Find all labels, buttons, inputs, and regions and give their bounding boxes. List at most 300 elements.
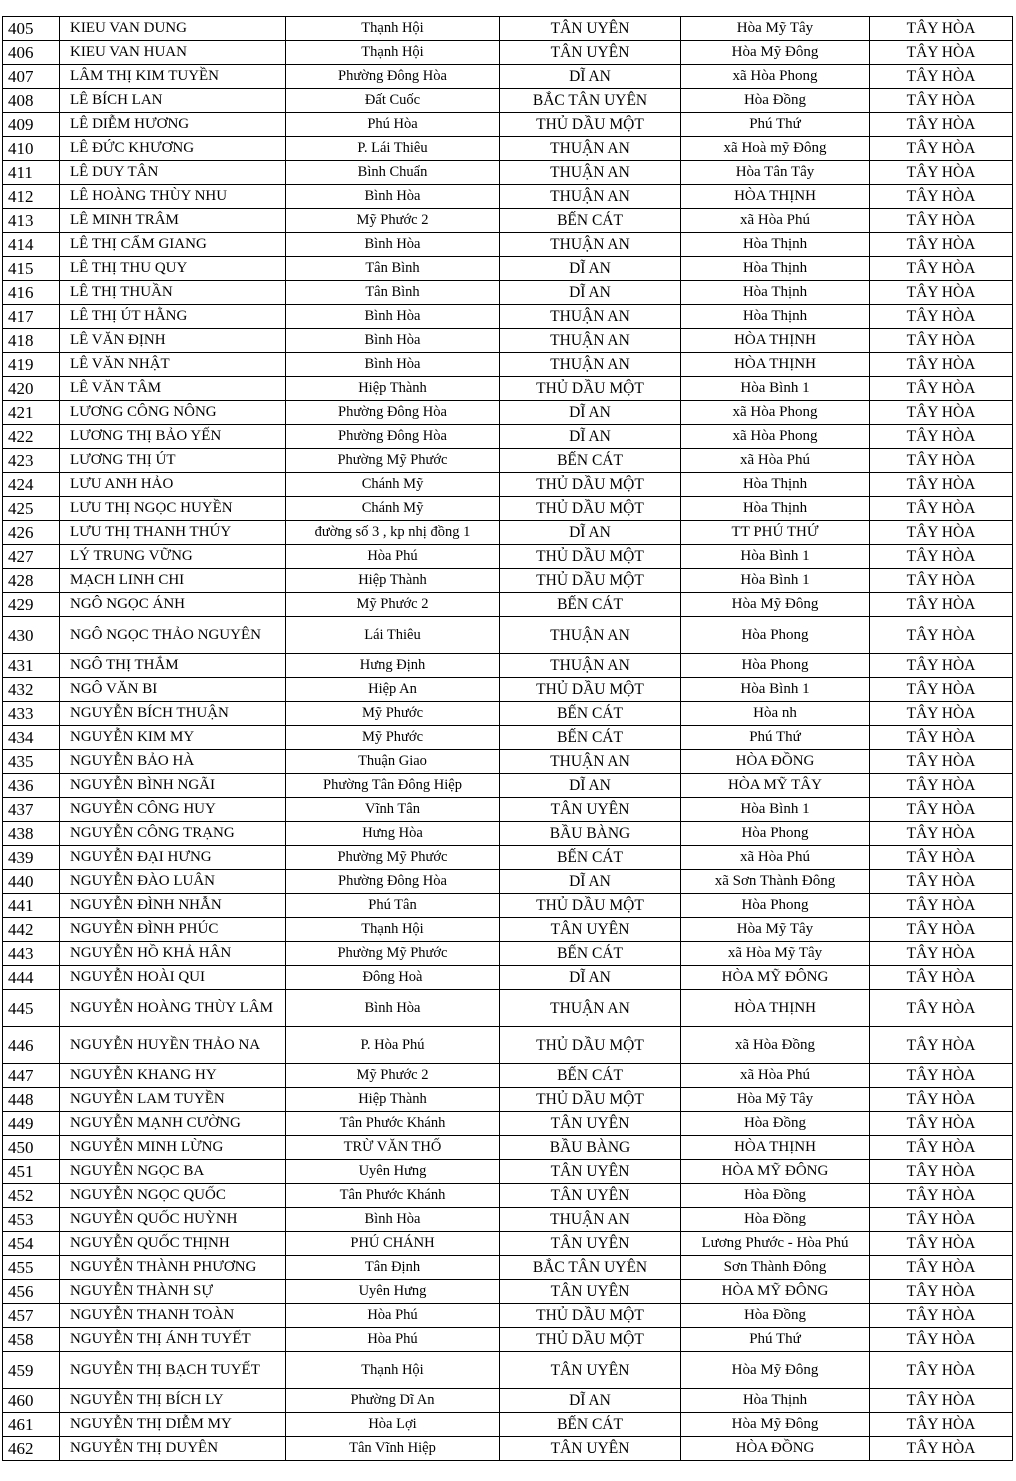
full-name-cell: NGUYỄN MINH LỪNG xyxy=(60,1136,286,1160)
table-row xyxy=(3,161,1013,185)
unit-cell: TÂY HÒA xyxy=(870,942,1013,966)
row-number-cell: 415 xyxy=(3,257,60,281)
row-number-cell: 420 xyxy=(3,377,60,401)
address-cell: Bình Chuẩn xyxy=(286,161,500,185)
address-cell: Hiệp Thành xyxy=(286,1088,500,1112)
commune-cell: xã Hòa Phong xyxy=(681,401,870,425)
table-row xyxy=(3,1280,1013,1304)
row-number-cell: 460 xyxy=(3,1389,60,1413)
address-cell: Hòa Phú xyxy=(286,1304,500,1328)
address-cell: Bình Hòa xyxy=(286,353,500,377)
address-cell: Tân Bình xyxy=(286,281,500,305)
full-name-cell: NGUYỄN CÔNG TRẠNG xyxy=(60,822,286,846)
unit-cell: TÂY HÒA xyxy=(870,1304,1013,1328)
table-row xyxy=(3,822,1013,846)
row-number-cell: 459 xyxy=(3,1352,60,1389)
row-number-cell: 407 xyxy=(3,65,60,89)
address-cell: đường số 3 , kp nhị đồng 1 xyxy=(286,521,500,545)
district-cell: THUẬN AN xyxy=(500,185,681,209)
table-row xyxy=(3,1208,1013,1232)
address-cell: Hòa Lợi xyxy=(286,1413,500,1437)
district-cell: BẾN CÁT xyxy=(500,726,681,750)
table-row xyxy=(3,1184,1013,1208)
full-name-cell: LÝ TRUNG VỮNG xyxy=(60,545,286,569)
commune-cell: Phú Thứ xyxy=(681,113,870,137)
full-name-cell: LÊ THỊ ÚT HẰNG xyxy=(60,305,286,329)
full-name-cell: LÊ HOÀNG THÙY NHU xyxy=(60,185,286,209)
address-cell: Hiệp Thành xyxy=(286,377,500,401)
commune-cell: Hòa Mỹ Đông xyxy=(681,41,870,65)
full-name-cell: NGUYỄN NGỌC BA xyxy=(60,1160,286,1184)
table-row xyxy=(3,545,1013,569)
district-cell: THUẬN AN xyxy=(500,617,681,654)
table-row xyxy=(3,65,1013,89)
district-cell: THUẬN AN xyxy=(500,329,681,353)
row-number-cell: 426 xyxy=(3,521,60,545)
table-row xyxy=(3,593,1013,617)
district-cell: DĨ AN xyxy=(500,257,681,281)
district-cell: THỦ DẦU MỘT xyxy=(500,113,681,137)
address-cell: Phường Đông Hòa xyxy=(286,401,500,425)
commune-cell: Hòa Mỹ Đông xyxy=(681,593,870,617)
address-cell: Phường Mỹ Phước xyxy=(286,846,500,870)
full-name-cell: LÊ THỊ THUẦN xyxy=(60,281,286,305)
full-name-cell: LƯU THỊ THANH THÚY xyxy=(60,521,286,545)
row-number-cell: 448 xyxy=(3,1088,60,1112)
unit-cell: TÂY HÒA xyxy=(870,329,1013,353)
row-number-cell: 410 xyxy=(3,137,60,161)
row-number-cell: 425 xyxy=(3,497,60,521)
row-number-cell: 433 xyxy=(3,702,60,726)
row-number-cell: 452 xyxy=(3,1184,60,1208)
table-row xyxy=(3,726,1013,750)
commune-cell: Hòa Thịnh xyxy=(681,233,870,257)
address-cell: Hưng Định xyxy=(286,654,500,678)
commune-cell: xã Hòa Phong xyxy=(681,425,870,449)
unit-cell: TÂY HÒA xyxy=(870,654,1013,678)
commune-cell: xã Hòa Phú xyxy=(681,209,870,233)
full-name-cell: NGUYỄN ĐẠI HƯNG xyxy=(60,846,286,870)
commune-cell: Lương Phước - Hòa Phú xyxy=(681,1232,870,1256)
address-cell: Mỹ Phước 2 xyxy=(286,593,500,617)
commune-cell: xã Hòa Phú xyxy=(681,1064,870,1088)
commune-cell: HÒA THỊNH xyxy=(681,185,870,209)
unit-cell: TÂY HÒA xyxy=(870,425,1013,449)
row-number-cell: 438 xyxy=(3,822,60,846)
full-name-cell: NGÔ VĂN BI xyxy=(60,678,286,702)
row-number-cell: 435 xyxy=(3,750,60,774)
commune-cell: xã Hòa Phú xyxy=(681,846,870,870)
row-number-cell: 405 xyxy=(3,17,60,41)
row-number-cell: 437 xyxy=(3,798,60,822)
address-cell: Tân Định xyxy=(286,1256,500,1280)
unit-cell: TÂY HÒA xyxy=(870,401,1013,425)
row-number-cell: 423 xyxy=(3,449,60,473)
table-row xyxy=(3,521,1013,545)
full-name-cell: LÊ DIỄM HƯƠNG xyxy=(60,113,286,137)
unit-cell: TÂY HÒA xyxy=(870,1352,1013,1389)
full-name-cell: NGUYỄN HUYỀN THẢO NA xyxy=(60,1027,286,1064)
district-cell: THUẬN AN xyxy=(500,750,681,774)
row-number-cell: 454 xyxy=(3,1232,60,1256)
row-number-cell: 461 xyxy=(3,1413,60,1437)
unit-cell: TÂY HÒA xyxy=(870,185,1013,209)
unit-cell: TÂY HÒA xyxy=(870,1280,1013,1304)
district-cell: BẾN CÁT xyxy=(500,942,681,966)
table-row xyxy=(3,425,1013,449)
district-cell: THỦ DẦU MỘT xyxy=(500,1304,681,1328)
table-row xyxy=(3,1136,1013,1160)
address-cell: Thuận Giao xyxy=(286,750,500,774)
full-name-cell: KIEU VAN HUAN xyxy=(60,41,286,65)
district-cell: THUẬN AN xyxy=(500,353,681,377)
unit-cell: TÂY HÒA xyxy=(870,281,1013,305)
address-cell: Thạnh Hội xyxy=(286,918,500,942)
district-cell: BẾN CÁT xyxy=(500,702,681,726)
address-cell: Phường Đông Hòa xyxy=(286,65,500,89)
commune-cell: Hòa Thịnh xyxy=(681,1389,870,1413)
unit-cell: TÂY HÒA xyxy=(870,497,1013,521)
table-row xyxy=(3,1088,1013,1112)
district-cell: THUẬN AN xyxy=(500,1208,681,1232)
commune-cell: Hòa Tân Tây xyxy=(681,161,870,185)
district-cell: THUẬN AN xyxy=(500,161,681,185)
full-name-cell: NGUYỄN ĐÌNH NHẪN xyxy=(60,894,286,918)
commune-cell: HÒA MỸ ĐÔNG xyxy=(681,1160,870,1184)
table-row xyxy=(3,990,1013,1027)
row-number-cell: 422 xyxy=(3,425,60,449)
unit-cell: TÂY HÒA xyxy=(870,1328,1013,1352)
table-row xyxy=(3,846,1013,870)
district-cell: THỦ DẦU MỘT xyxy=(500,1088,681,1112)
table-row xyxy=(3,1232,1013,1256)
row-number-cell: 455 xyxy=(3,1256,60,1280)
address-cell: Tân Phước Khánh xyxy=(286,1184,500,1208)
address-cell: Đông Hoà xyxy=(286,966,500,990)
unit-cell: TÂY HÒA xyxy=(870,822,1013,846)
address-cell: Phường Đông Hòa xyxy=(286,870,500,894)
district-cell: BẮC TÂN UYÊN xyxy=(500,1256,681,1280)
row-number-cell: 424 xyxy=(3,473,60,497)
commune-cell: Hòa Bình 1 xyxy=(681,545,870,569)
full-name-cell: MẠCH LINH CHI xyxy=(60,569,286,593)
commune-cell: xã Sơn Thành Đông xyxy=(681,870,870,894)
address-cell: Phú Hòa xyxy=(286,113,500,137)
row-number-cell: 418 xyxy=(3,329,60,353)
commune-cell: xã Hòa Mỹ Tây xyxy=(681,942,870,966)
unit-cell: TÂY HÒA xyxy=(870,1232,1013,1256)
table-row xyxy=(3,41,1013,65)
district-cell: DĨ AN xyxy=(500,281,681,305)
full-name-cell: LƯU THỊ NGỌC HUYỀN xyxy=(60,497,286,521)
district-cell: THỦ DẦU MỘT xyxy=(500,894,681,918)
table-row xyxy=(3,1112,1013,1136)
district-cell: BẮC TÂN UYÊN xyxy=(500,89,681,113)
commune-cell: Hòa Phong xyxy=(681,822,870,846)
full-name-cell: NGUYỄN MẠNH CƯỜNG xyxy=(60,1112,286,1136)
district-cell: TÂN UYÊN xyxy=(500,1437,681,1461)
address-cell: Uyên Hưng xyxy=(286,1160,500,1184)
table-row xyxy=(3,305,1013,329)
full-name-cell: NGUYỄN THÀNH SỰ xyxy=(60,1280,286,1304)
row-number-cell: 444 xyxy=(3,966,60,990)
district-cell: BẾN CÁT xyxy=(500,1064,681,1088)
full-name-cell: NGUYỄN THÀNH PHƯƠNG xyxy=(60,1256,286,1280)
district-cell: BẾN CÁT xyxy=(500,846,681,870)
unit-cell: TÂY HÒA xyxy=(870,377,1013,401)
district-cell: THỦ DẦU MỘT xyxy=(500,497,681,521)
full-name-cell: NGUYỄN BÍCH THUẬN xyxy=(60,702,286,726)
district-cell: THUẬN AN xyxy=(500,990,681,1027)
commune-cell: Hòa Bình 1 xyxy=(681,569,870,593)
row-number-cell: 427 xyxy=(3,545,60,569)
full-name-cell: LÊ VĂN TÂM xyxy=(60,377,286,401)
table-row xyxy=(3,1027,1013,1064)
full-name-cell: LÊ THỊ CẨM GIANG xyxy=(60,233,286,257)
address-cell: Đất Cuốc xyxy=(286,89,500,113)
row-number-cell: 450 xyxy=(3,1136,60,1160)
commune-cell: Hòa Mỹ Tây xyxy=(681,918,870,942)
table-row xyxy=(3,1160,1013,1184)
full-name-cell: NGUYỄN BẢO HÀ xyxy=(60,750,286,774)
table-row xyxy=(3,702,1013,726)
commune-cell: Hòa Mỹ Đông xyxy=(681,1413,870,1437)
unit-cell: TÂY HÒA xyxy=(870,545,1013,569)
full-name-cell: NGÔ NGỌC ÁNH xyxy=(60,593,286,617)
district-cell: DĨ AN xyxy=(500,401,681,425)
table-row xyxy=(3,918,1013,942)
unit-cell: TÂY HÒA xyxy=(870,617,1013,654)
row-number-cell: 416 xyxy=(3,281,60,305)
table-row xyxy=(3,750,1013,774)
row-number-cell: 417 xyxy=(3,305,60,329)
unit-cell: TÂY HÒA xyxy=(870,569,1013,593)
unit-cell: TÂY HÒA xyxy=(870,1208,1013,1232)
commune-cell: HÒA THỊNH xyxy=(681,353,870,377)
address-cell: Bình Hòa xyxy=(286,1208,500,1232)
full-name-cell: LƯƠNG THỊ ÚT xyxy=(60,449,286,473)
commune-cell: xã Hoà mỹ Đông xyxy=(681,137,870,161)
district-cell: THỦ DẦU MỘT xyxy=(500,545,681,569)
district-cell: TÂN UYÊN xyxy=(500,1112,681,1136)
commune-cell: Hòa Đồng xyxy=(681,89,870,113)
unit-cell: TÂY HÒA xyxy=(870,233,1013,257)
unit-cell: TÂY HÒA xyxy=(870,966,1013,990)
row-number-cell: 458 xyxy=(3,1328,60,1352)
row-number-cell: 428 xyxy=(3,569,60,593)
commune-cell: Sơn Thành Đông xyxy=(681,1256,870,1280)
unit-cell: TÂY HÒA xyxy=(870,449,1013,473)
full-name-cell: NGUYỄN QUỐC HUỲNH xyxy=(60,1208,286,1232)
unit-cell: TÂY HÒA xyxy=(870,1437,1013,1461)
commune-cell: HÒA THỊNH xyxy=(681,329,870,353)
records-table-body xyxy=(3,17,1013,1461)
full-name-cell: NGUYỄN THANH TOÀN xyxy=(60,1304,286,1328)
commune-cell: xã Hòa Phong xyxy=(681,65,870,89)
commune-cell: xã Hòa Phú xyxy=(681,449,870,473)
district-cell: DĨ AN xyxy=(500,521,681,545)
unit-cell: TÂY HÒA xyxy=(870,1160,1013,1184)
full-name-cell: LƯU ANH HẢO xyxy=(60,473,286,497)
table-row xyxy=(3,497,1013,521)
full-name-cell: NGUYỄN HOÀNG THÙY LÂM xyxy=(60,990,286,1027)
full-name-cell: NGÔ THỊ THẮM xyxy=(60,654,286,678)
district-cell: TÂN UYÊN xyxy=(500,17,681,41)
row-number-cell: 412 xyxy=(3,185,60,209)
unit-cell: TÂY HÒA xyxy=(870,990,1013,1027)
unit-cell: TÂY HÒA xyxy=(870,137,1013,161)
unit-cell: TÂY HÒA xyxy=(870,89,1013,113)
full-name-cell: LÊ MINH TRÂM xyxy=(60,209,286,233)
unit-cell: TÂY HÒA xyxy=(870,473,1013,497)
address-cell: Bình Hòa xyxy=(286,990,500,1027)
full-name-cell: NGUYỄN ĐÀO LUÂN xyxy=(60,870,286,894)
row-number-cell: 434 xyxy=(3,726,60,750)
full-name-cell: LÂM THỊ KIM TUYỀN xyxy=(60,65,286,89)
district-cell: THỦ DẦU MỘT xyxy=(500,569,681,593)
table-row xyxy=(3,1328,1013,1352)
address-cell: Lái Thiêu xyxy=(286,617,500,654)
address-cell: Thạnh Hội xyxy=(286,17,500,41)
commune-cell: Phú Thứ xyxy=(681,726,870,750)
commune-cell: Hòa Đồng xyxy=(681,1208,870,1232)
address-cell: Phường Dĩ An xyxy=(286,1389,500,1413)
unit-cell: TÂY HÒA xyxy=(870,65,1013,89)
address-cell: PHÚ CHÁNH xyxy=(286,1232,500,1256)
address-cell: Bình Hòa xyxy=(286,233,500,257)
district-cell: THỦ DẦU MỘT xyxy=(500,1328,681,1352)
table-row xyxy=(3,449,1013,473)
table-row xyxy=(3,209,1013,233)
address-cell: Hưng Hòa xyxy=(286,822,500,846)
commune-cell: Hòa Mỹ Đông xyxy=(681,1352,870,1389)
table-row xyxy=(3,1413,1013,1437)
district-cell: THỦ DẦU MỘT xyxy=(500,1027,681,1064)
address-cell: Tân Bình xyxy=(286,257,500,281)
table-row xyxy=(3,329,1013,353)
row-number-cell: 453 xyxy=(3,1208,60,1232)
unit-cell: TÂY HÒA xyxy=(870,41,1013,65)
unit-cell: TÂY HÒA xyxy=(870,113,1013,137)
unit-cell: TÂY HÒA xyxy=(870,798,1013,822)
unit-cell: TÂY HÒA xyxy=(870,1184,1013,1208)
commune-cell: Hòa Mỹ Tây xyxy=(681,17,870,41)
unit-cell: TÂY HÒA xyxy=(870,593,1013,617)
district-cell: DĨ AN xyxy=(500,870,681,894)
row-number-cell: 421 xyxy=(3,401,60,425)
unit-cell: TÂY HÒA xyxy=(870,726,1013,750)
address-cell: Uyên Hưng xyxy=(286,1280,500,1304)
full-name-cell: NGUYỄN THỊ DUYÊN xyxy=(60,1437,286,1461)
address-cell: Tân Phước Khánh xyxy=(286,1112,500,1136)
commune-cell: HÒA MỸ ĐÔNG xyxy=(681,1280,870,1304)
row-number-cell: 409 xyxy=(3,113,60,137)
row-number-cell: 440 xyxy=(3,870,60,894)
full-name-cell: NGUYỄN THỊ ÁNH TUYẾT xyxy=(60,1328,286,1352)
row-number-cell: 457 xyxy=(3,1304,60,1328)
address-cell: Vĩnh Tân xyxy=(286,798,500,822)
commune-cell: Hòa Thịnh xyxy=(681,473,870,497)
commune-cell: Hòa nh xyxy=(681,702,870,726)
table-row xyxy=(3,1064,1013,1088)
full-name-cell: NGÔ NGỌC THẢO NGUYÊN xyxy=(60,617,286,654)
unit-cell: TÂY HÒA xyxy=(870,846,1013,870)
address-cell: P. Lái Thiêu xyxy=(286,137,500,161)
commune-cell: Hòa Phong xyxy=(681,894,870,918)
full-name-cell: LÊ DUY TÂN xyxy=(60,161,286,185)
district-cell: TÂN UYÊN xyxy=(500,1184,681,1208)
full-name-cell: NGUYỄN THỊ DIỄM MY xyxy=(60,1413,286,1437)
unit-cell: TÂY HÒA xyxy=(870,918,1013,942)
district-cell: DĨ AN xyxy=(500,774,681,798)
full-name-cell: NGUYỄN THỊ BÍCH LY xyxy=(60,1389,286,1413)
table-row xyxy=(3,185,1013,209)
table-row xyxy=(3,17,1013,41)
unit-cell: TÂY HÒA xyxy=(870,1112,1013,1136)
row-number-cell: 447 xyxy=(3,1064,60,1088)
full-name-cell: LƯƠNG CÔNG NÔNG xyxy=(60,401,286,425)
district-cell: TÂN UYÊN xyxy=(500,1160,681,1184)
row-number-cell: 411 xyxy=(3,161,60,185)
table-row xyxy=(3,473,1013,497)
commune-cell: Hòa Thịnh xyxy=(681,281,870,305)
commune-cell: HÒA MỸ TÂY xyxy=(681,774,870,798)
district-cell: THỦ DẦU MỘT xyxy=(500,377,681,401)
row-number-cell: 456 xyxy=(3,1280,60,1304)
unit-cell: TÂY HÒA xyxy=(870,1064,1013,1088)
commune-cell: Hòa Đồng xyxy=(681,1112,870,1136)
district-cell: TÂN UYÊN xyxy=(500,798,681,822)
district-cell: THUẬN AN xyxy=(500,137,681,161)
row-number-cell: 419 xyxy=(3,353,60,377)
unit-cell: TÂY HÒA xyxy=(870,870,1013,894)
commune-cell: Hòa Mỹ Tây xyxy=(681,1088,870,1112)
row-number-cell: 446 xyxy=(3,1027,60,1064)
table-row xyxy=(3,257,1013,281)
unit-cell: TÂY HÒA xyxy=(870,1389,1013,1413)
address-cell: Bình Hòa xyxy=(286,185,500,209)
district-cell: BẦU BÀNG xyxy=(500,822,681,846)
full-name-cell: KIEU VAN DUNG xyxy=(60,17,286,41)
table-row xyxy=(3,1437,1013,1461)
unit-cell: TÂY HÒA xyxy=(870,750,1013,774)
commune-cell: xã Hòa Đồng xyxy=(681,1027,870,1064)
row-number-cell: 443 xyxy=(3,942,60,966)
table-row xyxy=(3,654,1013,678)
commune-cell: Hòa Phong xyxy=(681,617,870,654)
row-number-cell: 442 xyxy=(3,918,60,942)
address-cell: Mỹ Phước 2 xyxy=(286,209,500,233)
full-name-cell: NGUYỄN HỒ KHẢ HÂN xyxy=(60,942,286,966)
full-name-cell: NGUYỄN NGỌC QUỐC xyxy=(60,1184,286,1208)
table-row xyxy=(3,113,1013,137)
unit-cell: TÂY HÒA xyxy=(870,209,1013,233)
table-row xyxy=(3,1389,1013,1413)
district-cell: BẾN CÁT xyxy=(500,209,681,233)
full-name-cell: NGUYỄN KIM MY xyxy=(60,726,286,750)
district-cell: TÂN UYÊN xyxy=(500,918,681,942)
address-cell: Chánh Mỹ xyxy=(286,497,500,521)
table-row xyxy=(3,894,1013,918)
commune-cell: HÒA ĐỒNG xyxy=(681,750,870,774)
unit-cell: TÂY HÒA xyxy=(870,1136,1013,1160)
table-row xyxy=(3,1352,1013,1389)
commune-cell: Hòa Đồng xyxy=(681,1304,870,1328)
address-cell: Chánh Mỹ xyxy=(286,473,500,497)
full-name-cell: LÊ VĂN NHẬT xyxy=(60,353,286,377)
address-cell: Thạnh Hội xyxy=(286,1352,500,1389)
address-cell: Phú Tân xyxy=(286,894,500,918)
